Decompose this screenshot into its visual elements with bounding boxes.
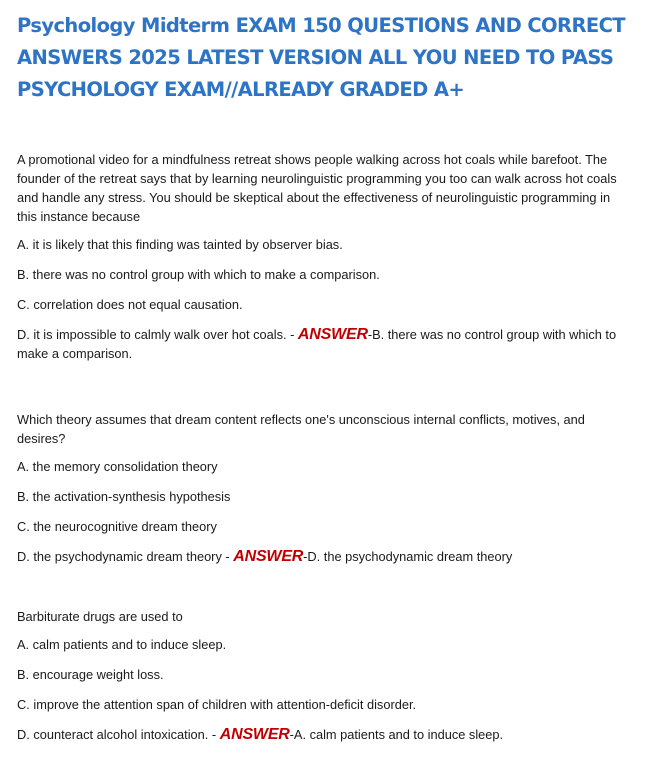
title-line-2: ANSWERS 2025 LATEST VERSION ALL YOU NEED TO PASS (17, 46, 614, 69)
answer-text: A. calm patients and to induce sleep. (293, 727, 504, 742)
option-c: C. improve the attention span of children with attention-deficit disorder. (17, 697, 417, 712)
option-d-with-answer (17, 725, 628, 744)
title-line-3: PSYCHOLOGY EXAM//ALREADY GRADED A+ (17, 78, 465, 101)
option-d: D. counteract alcohol intoxication. (17, 727, 209, 742)
answer-label: ANSWER (219, 726, 290, 743)
option-a: A. calm patients and to induce sleep. (17, 637, 227, 652)
question-3 (17, 607, 628, 744)
question-list (17, 150, 628, 744)
option-b: B. encourage weight loss. (17, 667, 164, 682)
question-2 (17, 410, 628, 566)
option-a: A. it is likely that this finding was tainted by observer bias. (17, 237, 343, 252)
answer-joiner: - (289, 727, 294, 742)
question-stem: Which theory assumes that dream content reflects one's unconscious internal conflicts, motives, and desires? (17, 412, 585, 446)
answer-prefix: - (221, 549, 234, 564)
question-stem: A promotional video for a mindfulness retreat shows people walking across hot coals while barefoot. The founder of the retreat says that by learning neurolinguistic programming you too can walk across hot coals and handle any stress. You should be skeptical about the effectiveness of neurolinguistic programming in this instance because (17, 152, 617, 224)
answer-joiner: - (367, 327, 373, 342)
answer-joiner: - (303, 549, 308, 564)
question-1 (17, 150, 628, 363)
option-d: D. the psychodynamic dream theory (17, 549, 222, 564)
answer-label: ANSWER (233, 548, 304, 565)
option-c: C. correlation does not equal causation. (17, 297, 243, 312)
title-line-1: Psychology Midterm EXAM 150 QUESTIONS AND CORRECT (17, 14, 625, 37)
option-d-with-answer (17, 547, 628, 566)
answer-text: B. there was no control group with which to make a comparison. (17, 327, 617, 361)
option-b: B. there was no control group with which to make a comparison. (17, 267, 380, 282)
option-d-with-answer (17, 325, 628, 363)
answer-prefix: - (208, 727, 220, 742)
question-stem: Barbiturate drugs are used to (17, 609, 183, 624)
option-b: B. the activation-synthesis hypothesis (17, 489, 231, 504)
answer-label: ANSWER (297, 326, 368, 343)
answer-text: D. the psychodynamic dream theory (307, 549, 513, 564)
answer-prefix: - (286, 327, 298, 342)
option-a: A. the memory consolidation theory (17, 459, 218, 474)
document-title (17, 10, 628, 106)
option-c: C. the neurocognitive dream theory (17, 519, 217, 534)
option-d: D. it is impossible to calmly walk over hot coals. (17, 327, 287, 342)
